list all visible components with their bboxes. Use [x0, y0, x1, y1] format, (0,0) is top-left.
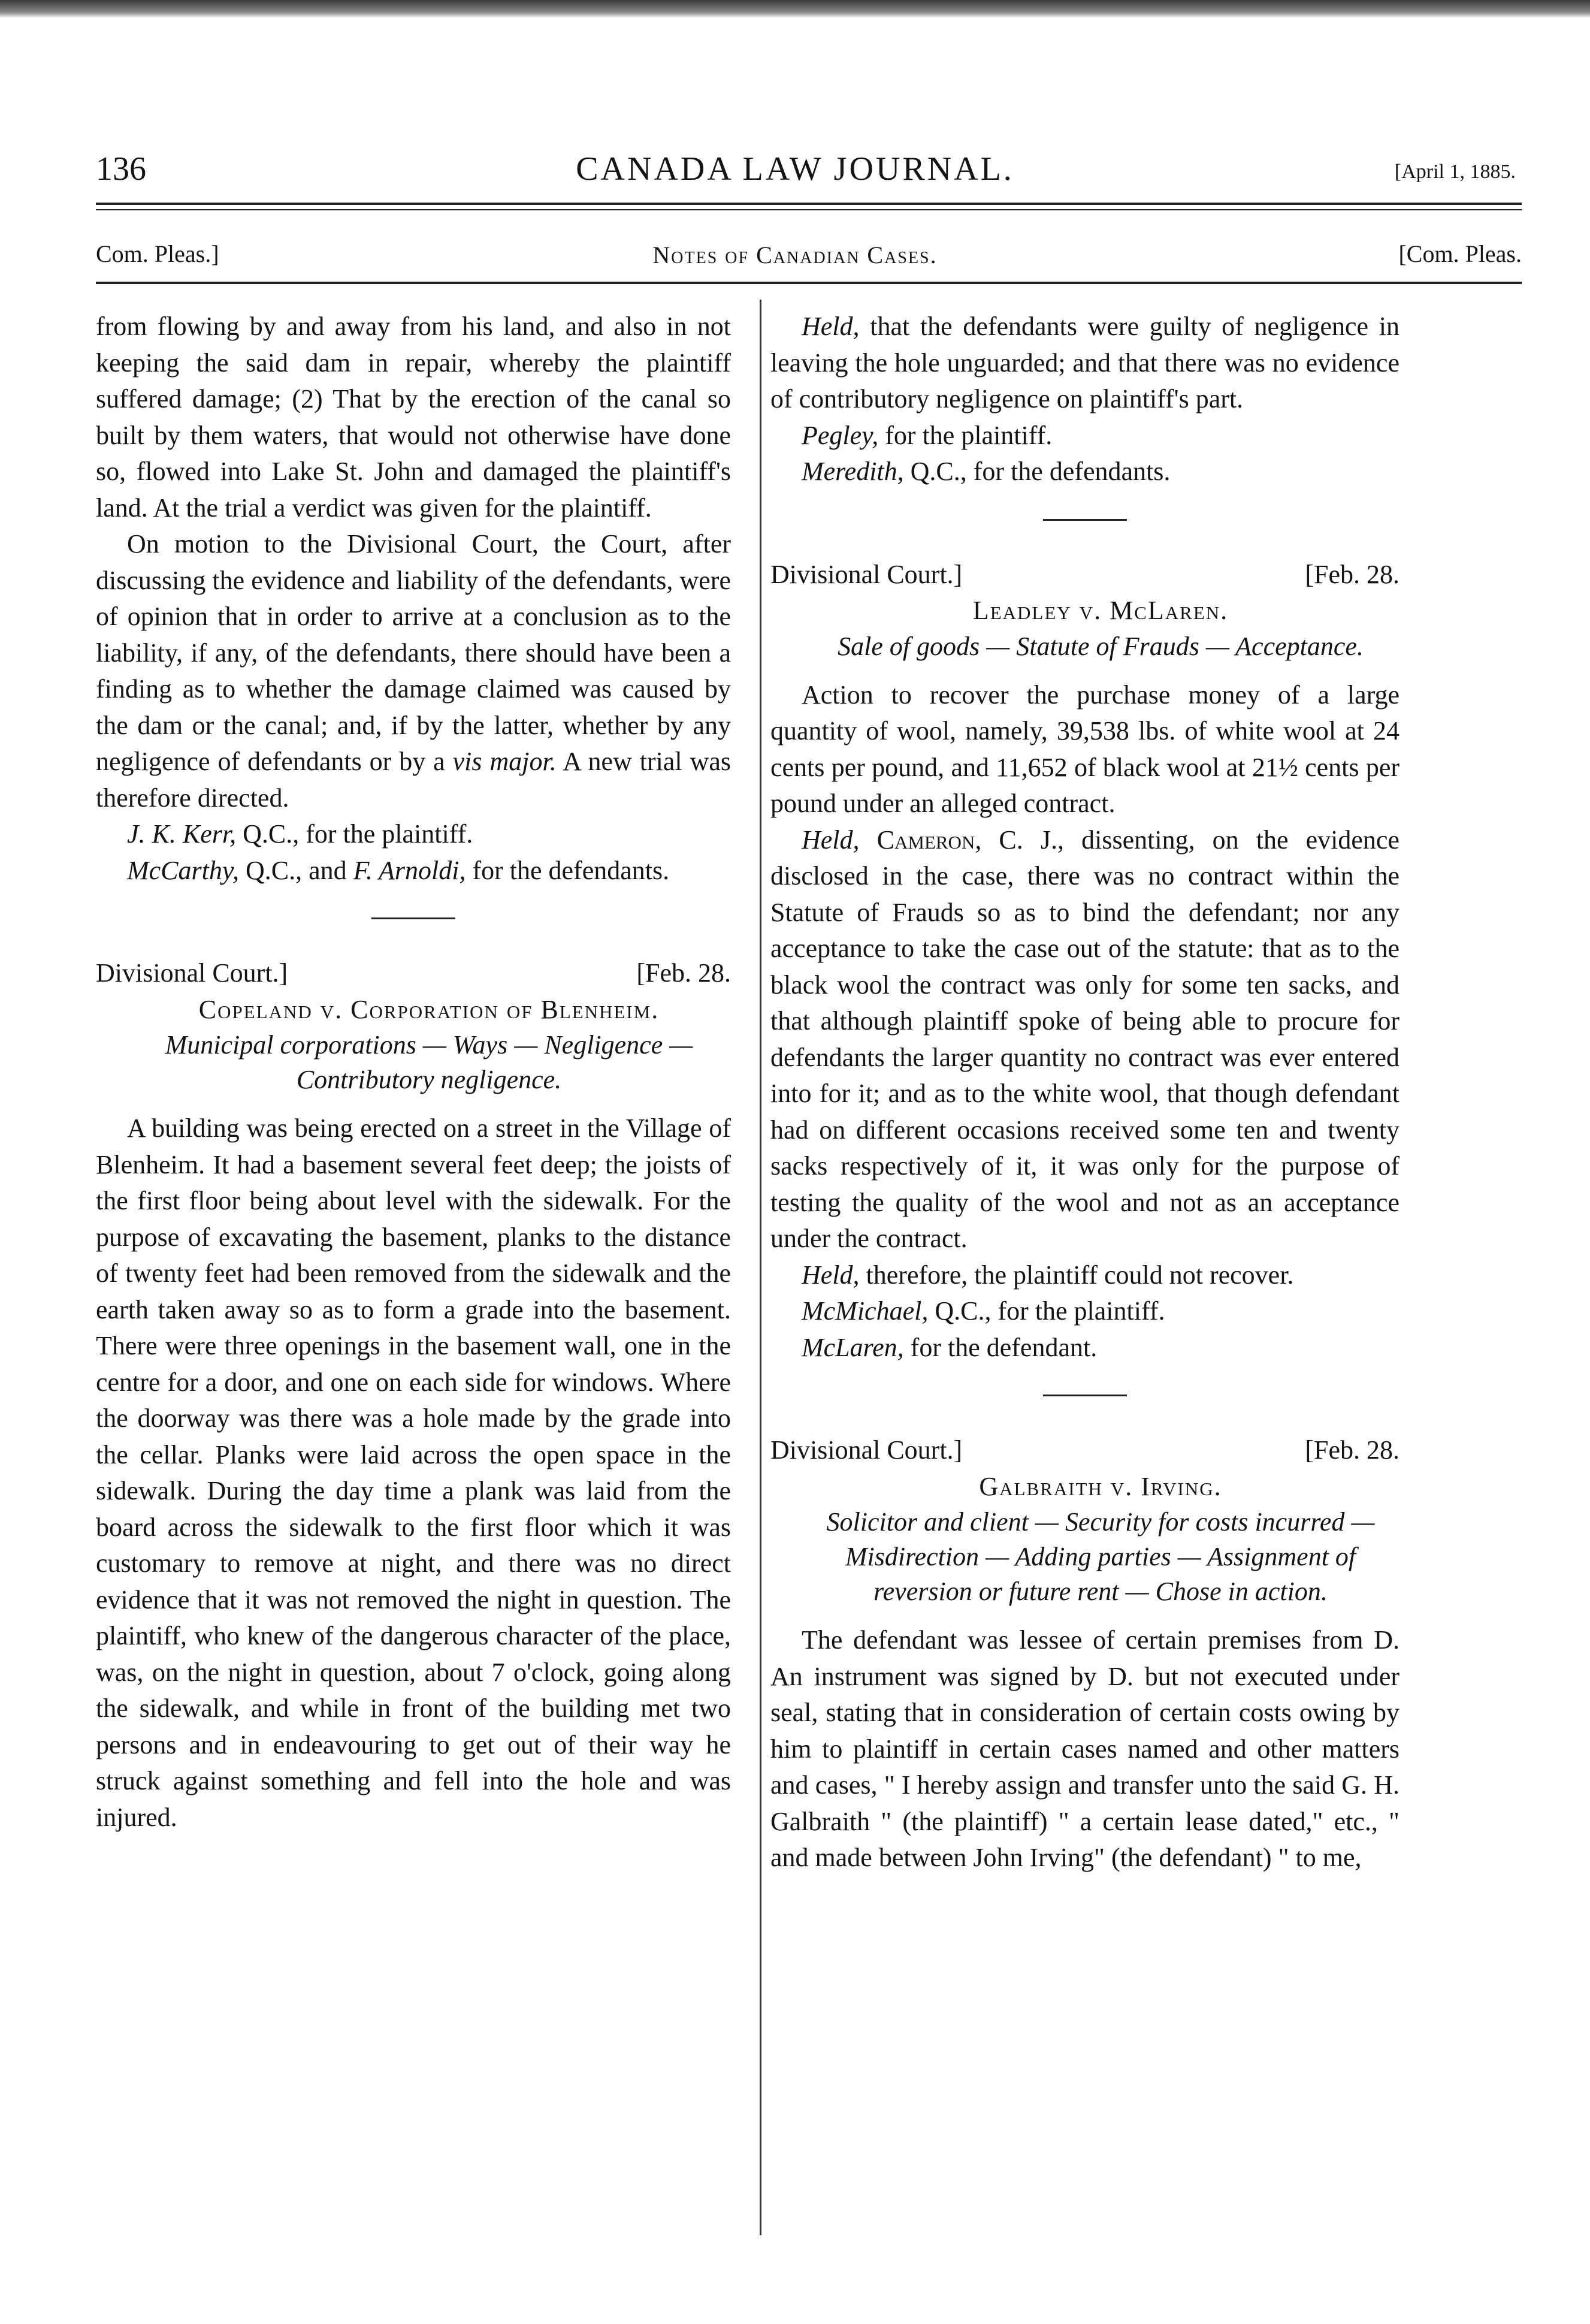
header-rule-thick	[96, 203, 1522, 205]
left-column	[96, 309, 731, 1836]
paragraph: Action to recover the purchase money of a large quantity of wool, namely, 39,538 lbs. of white wool at 24 cents per pound, and 11,652 of black wool at 21½ cents per pound under an alleged contract.	[770, 680, 1399, 818]
counsel-line: Meredith, Q.C., for the defendants.	[802, 457, 1171, 486]
journal-title: CANADA LAW JOURNAL.	[576, 150, 1014, 188]
case-separator	[371, 917, 455, 919]
section-right: [Com. Pleas.	[1398, 240, 1522, 267]
case-headnote: Municipal corporations — Ways — Negligence — Contributory negligence.	[165, 1030, 693, 1094]
counsel-line: Pegley, for the plaintiff.	[802, 420, 1053, 450]
paragraph: The defendant was lessee of certain premises from D. An instrument was signed by D. but not executed under seal, stating that in consideration of certain costs owing by him to plaintiff in certain cases named and other matters and cases, " I hereby assign and transfer unto the said G. H. Galbraith " (the plaintiff) " a certain lease dated," etc., " and made between John Irving" (the defendant) " to me,	[770, 1625, 1399, 1872]
section-center: Notes of Canadian Cases.	[652, 242, 938, 268]
court-line: Divisional Court.] [Feb. 28.	[96, 958, 731, 988]
issue-date: [April 1, 1885.	[1394, 161, 1516, 183]
paragraph: Held, therefore, the plaintiff could not recover.	[802, 1260, 1294, 1290]
page-number: 136	[96, 150, 146, 188]
counsel-line: McMichael, Q.C., for the plaintiff.	[802, 1296, 1165, 1326]
paragraph: On motion to the Divisional Court, the Court, after discussing the evidence and liability of the defendants, were of opinion that in order to arrive at a conclusion as to the liability, if any, of the defendants, there should have been a finding as to whether the damage claimed was caused by the dam or the canal; and, if by the latter, whether by any negligence of defendants or by a vis major. A new trial was therefore directed.	[96, 529, 731, 813]
case-headnote: Solicitor and client — Security for costs incurred — Misdirection — Adding parties — Assignment of reversion or future rent — Chose in action.	[826, 1507, 1375, 1606]
case-separator	[1043, 1395, 1127, 1396]
case-headnote: Sale of goods — Statute of Frauds — Acceptance.	[838, 631, 1364, 661]
column-separator	[760, 300, 761, 2235]
subheader-rule	[96, 282, 1522, 284]
paragraph: A building was being erected on a street in the Village of Blenheim. It had a basement several feet deep; the joists of the first floor being about level with the sidewalk. For the purpose of excavating the basement, planks to the distance of twenty feet had been removed from the sidewalk and the earth taken away so as to form a grade into the basement. There were three openings in the basement wall, one in the centre for a door, and one on each side for windows. Where the doorway was there was a hole made by the grade into the cellar. Planks were laid across the open space in the sidewalk. During the day time a plank was laid from the board across the sidewalk to the first floor which it was customary to remove at night, and there was no direct evidence that it was not removed the night in question. The plaintiff, who knew of the dangerous character of the place, was, on the night in question, about 7 o'clock, going along the sidewalk, and while in front of the building met two persons and in endeavouring to get out of their way he struck against something and fell into the hole and was injured.	[96, 1113, 731, 1832]
counsel-line: McCarthy, Q.C., and F. Arnoldi, for the defendants.	[127, 855, 670, 885]
paragraph: Held, Cameron, C. J., dissenting, on the evidence disclosed in the case, there was no contract within the Statute of Frauds so as to bind the defendant; nor any acceptance to take the case out of the statute: that as to the black wool the contract was only for some ten sacks, and that although plaintiff spoke of being able to procure for defendants the larger quantity no contract was ever entered into for it; and as to the white wool, that though defendant had on different occasions received some ten and twenty sacks respectively of it, it was only for the purpose of testing the quality of the wool and not as an acceptance under the contract.	[770, 825, 1399, 1253]
paragraph: from flowing by and away from his land, and also in not keeping the said dam in repair, whereby the plaintiff suffered damage; (2) That by the erection of the canal so built by them waters, that would not otherwise have done so, flowed into Lake St. John and damaged the plaintiff's land. At the trial a verdict was given for the plaintiff.	[96, 312, 731, 523]
court-line: Divisional Court.] [Feb. 28.	[770, 559, 1399, 589]
section-left: Com. Pleas.]	[96, 240, 219, 267]
paragraph: Held, that the defendants were guilty of negligence in leaving the hole unguarded; and that there was no evidence of contributory negligence on plaintiff's part.	[770, 312, 1399, 414]
case-separator	[1043, 519, 1127, 521]
right-column	[770, 309, 1399, 1876]
counsel-line: J. K. Kerr, Q.C., for the plaintiff.	[127, 819, 473, 849]
court-line: Divisional Court.] [Feb. 28.	[770, 1435, 1399, 1465]
case-title: Galbraith v. Irving.	[979, 1471, 1222, 1501]
case-title: Copeland v. Corporation of Blenheim.	[198, 994, 660, 1024]
counsel-line: McLaren, for the defendant.	[802, 1332, 1098, 1362]
header-rule-thin	[96, 209, 1522, 210]
scan-edge-bar	[0, 0, 1590, 18]
case-title: Leadley v. McLaren.	[972, 596, 1229, 625]
